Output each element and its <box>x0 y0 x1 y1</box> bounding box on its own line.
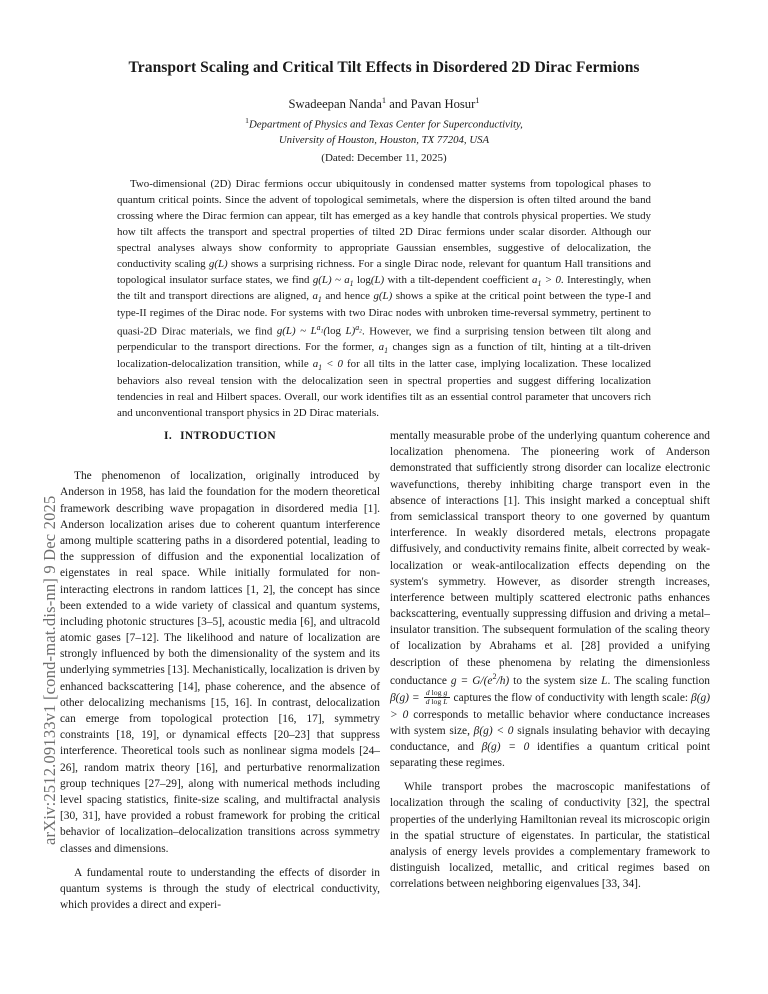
abstract-text-7: . However, we find a surprising tension between tilt along and perpendicular to the transport directions. For the former, <box>117 325 651 354</box>
page-title: Transport Scaling and Critical Tilt Effects in Disordered 2D Dirac Fermions <box>128 59 640 76</box>
paragraph-right-1-text-d: captures the flow of conductivity with length scale: <box>450 691 692 704</box>
author-name-1: Swadeepan Nanda <box>288 97 382 112</box>
math-beta-equals-zero: β(g) = 0 <box>481 740 530 753</box>
math-system-size-L: L <box>601 674 608 687</box>
body-columns <box>0 428 768 913</box>
math-beta-function: β(g) = $\frac{\text{d log g}}{\text{d log L}}$ <box>390 687 448 707</box>
math-a1-a: $a_1$ <box>312 290 322 305</box>
abstract-paragraph <box>117 177 651 422</box>
paragraph-right-1-text-b: to the system size <box>509 674 602 687</box>
section-title: INTRODUCTION <box>180 430 277 442</box>
math-dimensionless-conductance: $g = G/(e^2/h)$ <box>450 671 510 687</box>
math-a1-positive: $a_1 > 0$ <box>532 273 561 288</box>
author-affiliation-marker-2: 1 <box>475 96 480 106</box>
paragraph-left-1: The phenomenon of localization, originally introduced by Anderson in 1958, has laid the foundation for the modern theoretical framework describing wave propagation in disordered media [1]. Anderson localization arises due to coherent quantum interference among multiple scattering paths in a disordered potential, leading to the suppression of diffusion and the exponential localization of eigenstates in real space. While initially formulated for non-interacting electrons in random lattices [1, 2], the concept has since been extended to a wide variety of classical and quantum systems, including photonic structures [3–5], acoustic media [6], and ultracold atomic gases [7–12]. The likelihood and nature of localization are strongly influenced by both the dimensionality of the system and its underlying symmetries [13]. Mechanistically, localization is driven by enhanced backscattering [14], phase coherence, and the absence of other delocalizing mechanisms [15, 16]. In contrast, delocalization can emerge from topological protection [16, 17], symmetry constraints [18, 19], or dynamical effects [20–23] that suppress interference. Theoretical tools such as nonlinear sigma models [24–26], random matrix theory [16], and perturbative renormalization group techniques [27–29], along with numerical methods including level spacing statistics, finite-size scaling, and multifractal analysis [30, 31], have provided a robust framework for probing the critical behavior of localization–delocalization transitions across symmetry classes and dimensions. <box>60 470 380 855</box>
paragraph-left-2: A fundamental route to understanding the effects of disorder in quantum systems is through the study of electrical conductivity, which provides a direct and experi- <box>60 866 380 912</box>
title-block <box>0 0 768 164</box>
paragraph-right-1-text-c: . The scaling function <box>607 674 710 687</box>
column-right <box>390 428 710 913</box>
author-affiliation-marker-1: 1 <box>381 96 387 106</box>
abstract-text-3: with a tilt-dependent coefficient <box>384 273 533 286</box>
abstract-text-5: and hence <box>321 290 374 303</box>
author-name-2: Pavan Hosur <box>410 97 476 112</box>
paragraph-right-1 <box>390 428 710 771</box>
paragraph-right-2: While transport probes the macroscopic manifestations of localization through the scaling of conductivity [32], the spectral properties of the underlying Hamiltonian reveal its microscopic origin in the spatial structure of eigenstates. In particular, the statistical analysis of energy levels provides a complementary framework to distinguish localized, metallic, and critical regimes based on correlations between neighboring eigenvalues [33, 34]. <box>390 781 710 891</box>
paragraph-right-1-text-g: identifies a quantum critical point separating these regimes. <box>390 740 710 770</box>
math-g-scaling-power: g(L) ~ $L^{a_1}(\log$ L)$^{a_2}$ <box>276 322 362 338</box>
arxiv-stamp-text: arXiv:2512.09133v1 [cond-mat.dis-nn] 9 Dec 2025 <box>40 495 59 845</box>
section-heading-introduction <box>60 428 380 444</box>
section-number: I. <box>163 430 173 442</box>
abstract-text-6: shows a spike at the critical point between the type-I and type-II regimes of the Dirac node. For systems with two Dirac nodes with unbroken time-reversal symmetry, pertinent to quasi-2D Dirac materials, we find <box>117 290 651 338</box>
affiliation-text-1: Department of Physics and Texas Center for Superconductivity, <box>248 119 523 132</box>
paragraph-right-1-text-f: signals insulating behavior with decaying conductance, and <box>390 724 710 753</box>
math-g-of-L-1: g(L) <box>208 257 228 270</box>
math-g-of-L-3: g(L) <box>373 290 393 303</box>
math-beta-less-zero: β(g) < 0 <box>473 724 514 737</box>
column-left <box>60 428 380 913</box>
abstract-text-8: changes sign as a function of tilt, hinting at a tilt-driven localization-delocalization transition, while <box>117 341 651 371</box>
author-conjunction: and <box>389 97 408 112</box>
math-a1-b: $a_1$ <box>378 341 389 356</box>
abstract-text-4: . Interestingly, when the tilt and transport directions are aligned, <box>117 273 651 303</box>
abstract-text-9: for all tilts in the latter case, implying localization. These localized behaviors also reveal tension with the delocalization seen in spectral properties and suggest differing localization tendencies in real and Hilbert spaces. Overall, our work identifies tilt as an essential control parameter that uncovers rich and unconventional transport physics in 2D Dirac materials. <box>117 358 651 419</box>
paragraph-right-1-text-a: mentally measurable probe of the underlying quantum coherence and localization phenomena. The pioneering work of Anderson demonstrated that sufficiently strong disorder can localize electronic wavefunctions, thereby inhibiting charge transport even in the absence of interactions [1]. This insight marked a conceptual shift from semiclassical transport theory to one governed by quantum interference. In weakly disordered metals, electrons propagate diffusively, and conductivity remains finite, albeit corrected by weak-localization or weak-antilocalization effects depending on the system's symmetry. However, as disorder strength increases, interference between multiply scattered electronic paths enhances backscattering, eventually suppressing diffusion and driving a metal–insulator transition. The subsequent formulation of the scaling theory of localization by Abrahams et al. [28] provided a unifying description of these phenomena by relating the dimensionless conductance <box>390 430 710 687</box>
affiliation-marker: 1 <box>245 116 249 126</box>
math-a1-negative: $a_1 < 0$ <box>312 358 343 373</box>
date-line: (Dated: December 11, 2025) <box>321 151 447 164</box>
math-g-scaling-log: g(L) ~ $a_1$ log(L) <box>312 273 385 288</box>
paragraph-right-1-text-e: corresponds to metallic behavior where conductance increases with system size, <box>390 708 710 737</box>
affiliation-line-2: University of Houston, Houston, TX 77204, USA <box>278 134 490 147</box>
abstract-text-2: shows a surprising richness. For a single Dirac node, relevant for quantum Hall transitions and topological insulator surface states, we find <box>117 257 651 286</box>
affiliation-line-1 <box>0 116 768 133</box>
author-list <box>0 96 768 112</box>
abstract <box>117 177 651 422</box>
math-beta-greater-zero: β(g) > 0 <box>390 691 710 721</box>
abstract-text-1: Two-dimensional (2D) Dirac fermions occur ubiquitously in condensed matter systems from topological phases to quantum critical points. Since the advent of topological semimetals, where the dispersion is often tilted around the band crossing where the Dirac fermion can appear, tilt has emerged as a key handle that controls physical properties. We study how tilt affects the transport and spectral properties of tilted 2D Dirac fermions under scalar disorder. Although our spectral analyses always show conformity to appropriate Gaussian ensembles, suggestive of delocalization, the conductivity scaling <box>117 177 651 270</box>
